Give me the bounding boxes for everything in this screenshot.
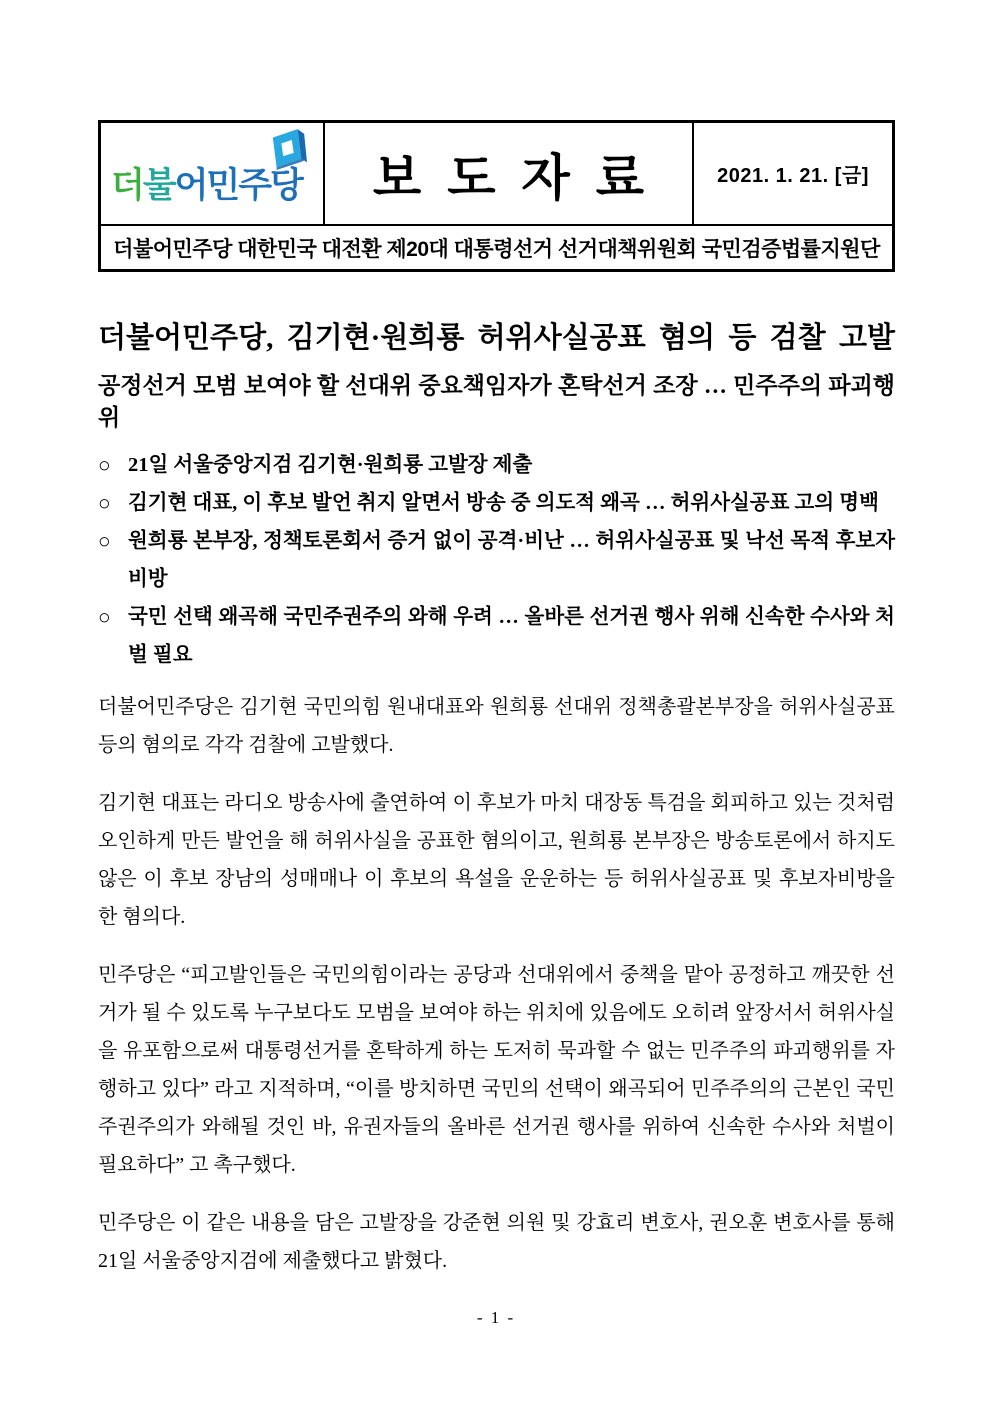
body-paragraph: 더불어민주당은 김기현 국민의힘 원내대표와 원희룡 선대위 정책총괄본부장을 허위사실공표 등의 혐의로 각각 검찰에 고발했다.	[98, 696, 895, 756]
press-date: 2021. 1. 21. [금]	[717, 165, 869, 187]
party-logo	[101, 123, 325, 224]
article-subtitle: 공정선거 모범 보여야 할 선대위 중요책임자가 혼탁선거 조장 … 민주주의 파괴행위	[98, 373, 895, 430]
party-logo-text	[111, 158, 302, 208]
press-release-title: 보도자료	[372, 149, 671, 206]
bullet-circle-icon: ○	[98, 605, 111, 629]
bullet-item	[98, 522, 895, 598]
press-date-cell	[694, 123, 892, 224]
bullet-list	[98, 446, 895, 674]
bullet-circle-icon: ○	[98, 453, 111, 477]
body-paragraph: 민주당은 이 같은 내용을 담은 고발장을 강준현 의원 및 강효리 변호사, 권오훈 변호사를 통해 21일 서울중앙지검에 제출했다고 밝혔다.	[98, 1212, 895, 1272]
bullet-text: 국민 선택 왜곡해 국민주권주의 와해 우려 … 올바른 선거권 행사 위해 신속한 수사와 처벌 필요	[128, 606, 895, 666]
bullet-circle-icon: ○	[98, 529, 111, 553]
bullet-item	[98, 484, 895, 522]
committee-subtitle: 더불어민주당 대한민국 대전환 제20대 대통령선거 선거대책위원회 국민검증법률지원단	[113, 237, 880, 261]
logo-text-part-2: 불	[142, 166, 175, 205]
bullet-item	[98, 598, 895, 674]
logo-text-part-1: 더	[111, 166, 143, 205]
body-paragraph: 민주당은 “피고발인들은 국민의힘이라는 공당과 선대위에서 중책을 맡아 공정하고 깨끗한 선거가 될 수 있도록 누구보다도 모범을 보여야 하는 위치에 있음에도 오히려 앞장서서 허위사실을 유포함으로써 대통령선거를 혼탁하게 하는 도저히 묵과할 수 없는 민주주의 파괴행위를 자행하고 있다” 라고 지적하며, “이를 방치하면 국민의 선택이 왜곡되어 민주주의의 근본인 국민주권주의가 와해될 것인 바, 유권자들의 올바른 선거권 행사를 위하여 신속한 수사와 처벌이 필요하다” 고 촉구했다.	[98, 964, 895, 1176]
press-header-table	[98, 120, 895, 272]
logo-text-part-3: 어민주당	[174, 166, 302, 205]
article-body	[98, 688, 895, 1300]
bullet-text: 21일 서울중앙지검 김기현·원희룡 고발장 제출	[128, 454, 533, 476]
bullet-text: 원희룡 본부장, 정책토론회서 증거 없이 공격·비난 … 허위사실공표 및 낙선 목적 후보자비방	[128, 530, 895, 590]
bullet-circle-icon: ○	[98, 491, 111, 515]
press-release-title-cell	[325, 123, 694, 224]
page-number: - 1 -	[476, 1308, 516, 1327]
bullet-item	[98, 446, 895, 484]
body-paragraph: 김기현 대표는 라디오 방송사에 출연하여 이 후보가 마치 대장동 특검을 회피하고 있는 것처럼 오인하게 만든 발언을 해 허위사실을 공표한 혐의이고, 원희룡 본부장은 방송토론에서 하지도 않은 이 후보 장남의 성매매나 이 후보의 욕설을 운운하는 등 허위사실공표 및 후보자비방을 한 혐의다.	[98, 792, 895, 928]
header-top-row	[101, 123, 892, 224]
header-bottom-row	[101, 224, 892, 269]
bullet-text: 김기현 대표, 이 후보 발언 취지 알면서 방송 중 의도적 왜곡 … 허위사실공표 고의 명백	[128, 492, 879, 514]
article-title: 더불어민주당, 김기현·원희룡 허위사실공표 혐의 등 검찰 고발	[98, 322, 895, 354]
